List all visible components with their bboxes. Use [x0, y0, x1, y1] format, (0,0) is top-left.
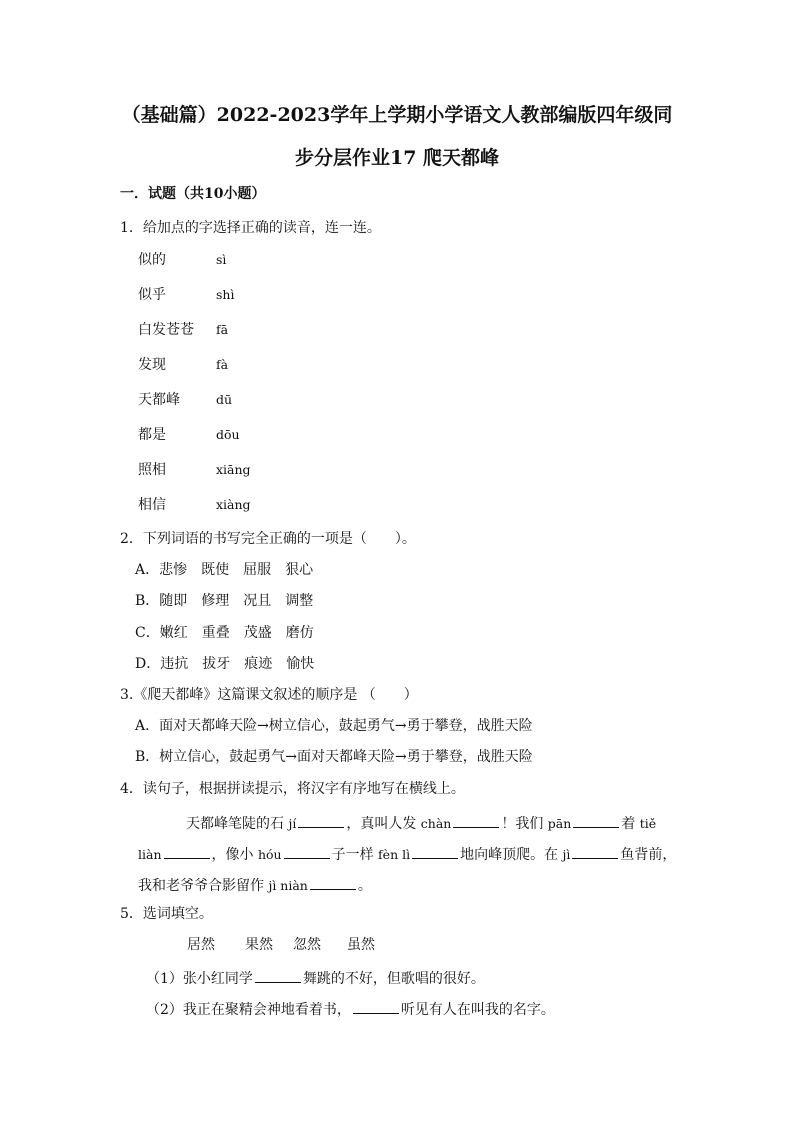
- answer-blank[interactable]: [284, 846, 330, 859]
- answer-blank[interactable]: [164, 846, 210, 859]
- q4-sentence-line1: [186, 815, 656, 831]
- q4-text: ！我们: [501, 816, 544, 832]
- answer-blank[interactable]: [412, 846, 458, 859]
- q4-text: 子一样: [331, 847, 374, 863]
- option-word: 重叠: [201, 625, 230, 641]
- answer-blank[interactable]: [298, 815, 344, 828]
- q4-text: ，真叫人发: [346, 816, 417, 832]
- option-label: C．: [135, 625, 160, 641]
- q5-word-choices: [187, 938, 405, 952]
- q3-option-a: A．面对天都峰天险→树立信心，鼓起勇气→勇于攀登，战胜天险: [135, 718, 533, 734]
- q2-option-d: [135, 657, 328, 671]
- q2-option-b: [135, 594, 327, 608]
- q4-text: 。: [357, 878, 372, 894]
- q4-text: 着: [621, 816, 636, 832]
- page-title-line1: （基础篇）2022-2023学年上学期小学语文人教部编版四年级同: [121, 104, 673, 126]
- q1-pinyin: shì: [216, 287, 235, 302]
- q4-pinyin: tiě: [639, 816, 657, 831]
- q3-option-b: B．树立信心，鼓起勇气→面对天都峰天险→勇于攀登，战胜天险: [135, 749, 533, 765]
- answer-blank[interactable]: [453, 815, 499, 828]
- q5-sentence-2: [146, 1001, 555, 1017]
- q4-sentence-line2: [138, 846, 676, 862]
- q4-pinyin: pān: [547, 816, 572, 831]
- q1-pinyin: fā: [216, 322, 229, 337]
- option-word: 嫩红: [159, 625, 188, 641]
- option-word: 狠心: [285, 562, 314, 578]
- choice-word: 果然: [245, 937, 273, 953]
- q2-option-a: [135, 563, 327, 577]
- q1-word: 发现: [138, 357, 166, 373]
- q1-word: 相信: [138, 497, 166, 513]
- q4-sentence-line3: [138, 877, 372, 893]
- answer-blank[interactable]: [255, 970, 301, 983]
- question-5-stem: 5．选词填空。: [120, 906, 213, 922]
- option-word: 违抗: [160, 656, 189, 672]
- answer-blank[interactable]: [353, 1001, 399, 1014]
- option-word: 既使: [201, 562, 230, 578]
- q1-word: 照相: [138, 462, 166, 478]
- option-word: 屈服: [243, 562, 272, 578]
- q1-pinyin: dōu: [216, 427, 240, 442]
- q4-pinyin: liàn: [138, 847, 162, 862]
- q4-pinyin: jì niàn: [268, 878, 308, 893]
- q4-text: ，像小: [211, 847, 254, 863]
- q5-text: 舞跳的不好，但歌唱的很好。: [302, 971, 485, 987]
- q5-sentence-1: [146, 970, 485, 986]
- section-heading: 一．试题（共10小题）: [120, 186, 266, 202]
- question-3-stem: 3.《爬天都峰》这篇课文叙述的顺序是 （ ）: [120, 687, 418, 703]
- option-word: 悲惨: [159, 562, 188, 578]
- q4-text: 我和老爷爷合影留作: [138, 878, 264, 894]
- q5-text: 听见有人在叫我的名字。: [400, 1002, 555, 1018]
- q1-word: 似乎: [138, 287, 166, 303]
- question-4-stem: 4．读句子，根据拼读提示，将汉字有序地写在横线上。: [120, 781, 465, 797]
- answer-blank[interactable]: [310, 877, 356, 890]
- q1-word: 白发苍苍: [138, 322, 194, 338]
- option-label: B．: [135, 593, 160, 609]
- option-word: 愉快: [286, 656, 315, 672]
- q4-pinyin: jí: [288, 816, 297, 831]
- option-word: 调整: [285, 593, 314, 609]
- q4-pinyin: fèn lì: [378, 847, 411, 862]
- q1-word: 天都峰: [138, 392, 180, 408]
- choice-word: 虽然: [347, 937, 375, 953]
- q4-pinyin: chàn: [420, 816, 452, 831]
- q4-text: 天都峰笔陡的石: [186, 816, 284, 832]
- answer-blank[interactable]: [572, 846, 618, 859]
- q4-pinyin: hóu: [257, 847, 282, 862]
- q2-option-c: [135, 626, 328, 640]
- q4-text: 鱼背前，: [620, 847, 677, 863]
- option-label: D．: [135, 656, 161, 672]
- q1-pinyin: xiàng: [216, 497, 251, 512]
- q4-text: 地向峰顶爬。在: [460, 847, 559, 863]
- q5-text: （2）我正在聚精会神地看着书，: [146, 1002, 351, 1018]
- page-title-line2: 步分层作业17 爬天都峰: [294, 147, 500, 169]
- q1-pinyin: xiāng: [216, 462, 251, 477]
- option-word: 况且: [243, 593, 272, 609]
- option-word: 磨仿: [285, 625, 314, 641]
- option-word: 茂盛: [243, 625, 272, 641]
- q1-pinyin: sì: [216, 252, 227, 267]
- answer-blank[interactable]: [573, 815, 619, 828]
- q1-pinyin: dū: [216, 392, 233, 407]
- option-word: 随即: [159, 593, 188, 609]
- q1-word: 都是: [138, 427, 166, 443]
- choice-word: 忽然: [293, 937, 321, 953]
- q5-text: （1）张小红同学: [146, 971, 253, 987]
- question-1-stem: 1．给加点的字选择正确的读音，连一连。: [120, 220, 381, 236]
- choice-word: 居然: [187, 937, 215, 953]
- option-word: 修理: [201, 593, 230, 609]
- option-label: A．: [135, 562, 160, 578]
- q1-word: 似的: [138, 252, 166, 268]
- q1-pinyin: fà: [216, 357, 229, 372]
- question-2-stem: 2．下列词语的书写完全正确的一项是（ ）。: [120, 531, 416, 547]
- option-word: 拔牙: [202, 656, 231, 672]
- q4-pinyin: jì: [562, 847, 571, 862]
- option-word: 痕迹: [244, 656, 273, 672]
